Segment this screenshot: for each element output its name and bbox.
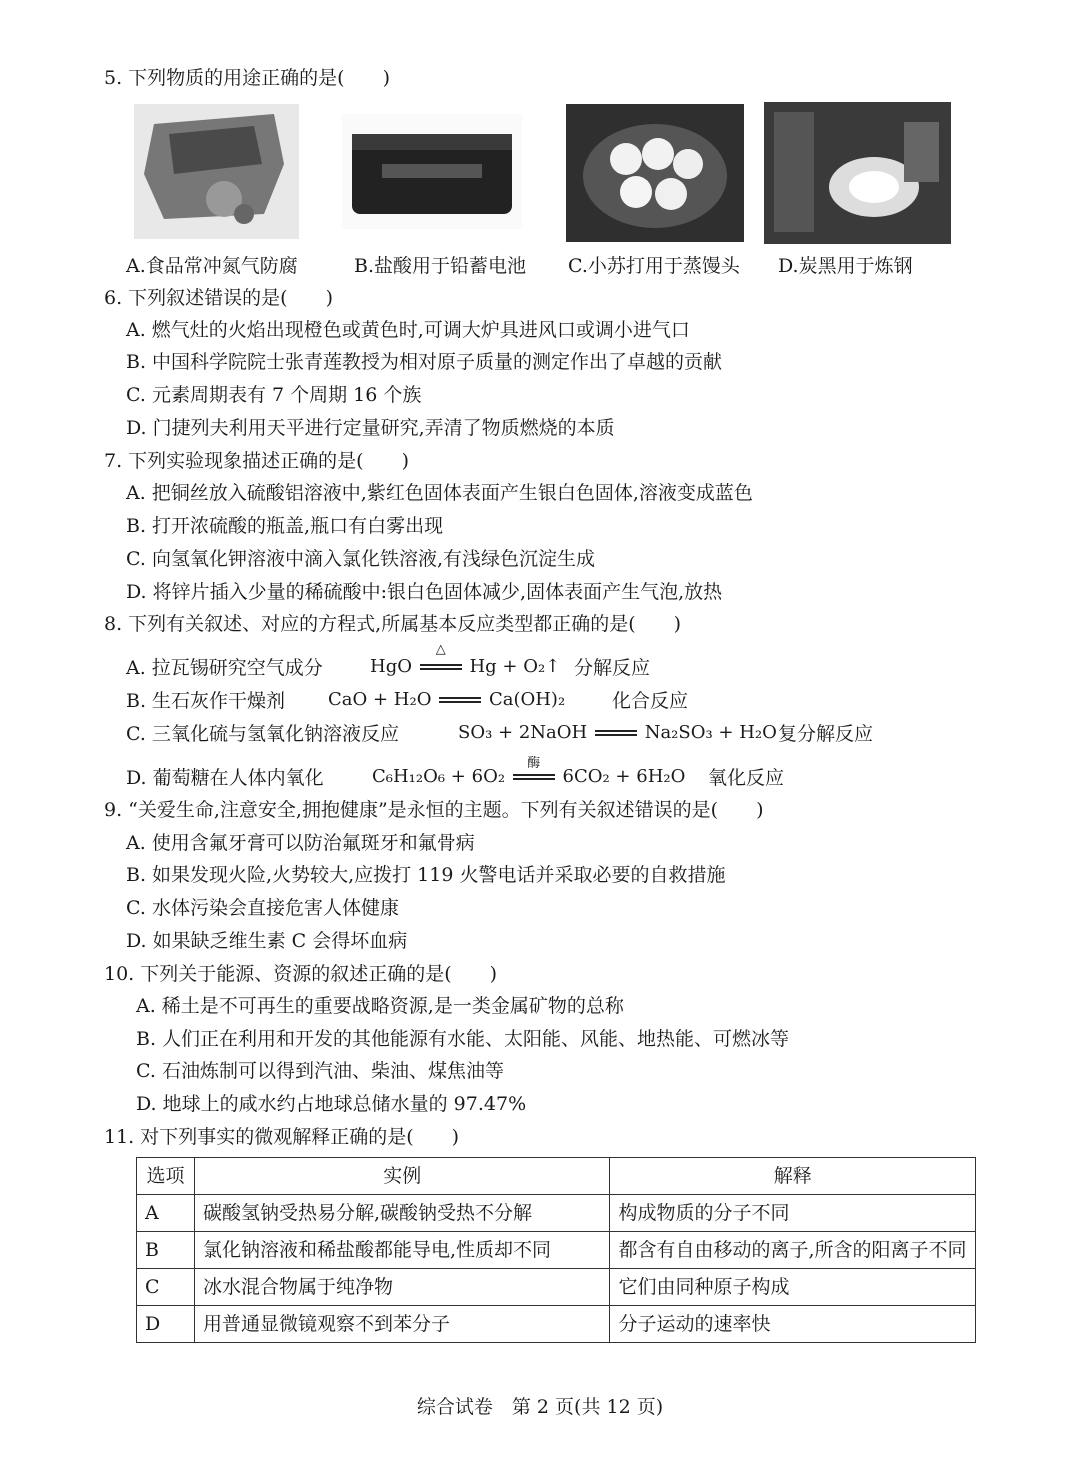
q8-b-label: B. 生石灰作干燥剂 xyxy=(126,690,286,712)
table-row xyxy=(137,1306,976,1343)
q5-option-d: D.炭黑用于炼钢 xyxy=(778,255,913,277)
q5-stem: 5. 下列物质的用途正确的是( ) xyxy=(104,67,390,89)
row-fact: 碳酸氢钠受热易分解,碳酸钠受热不分解 xyxy=(194,1195,609,1232)
q8-a-label: A. 拉瓦锡研究空气成分 xyxy=(126,657,323,679)
row-option: D xyxy=(137,1306,195,1343)
q9-option-b: B. 如果发现火险,火势较大,应拨打 119 火警电话并采取必要的自救措施 xyxy=(126,864,726,886)
q7-stem: 7. 下列实验现象描述正确的是( ) xyxy=(104,450,409,472)
q10-option-c: C. 石油炼制可以得到汽油、柴油、煤焦油等 xyxy=(136,1060,504,1082)
q8-d-condition: 酶 xyxy=(527,756,541,771)
q11-stem: 11. 对下列事实的微观解释正确的是( ) xyxy=(104,1126,460,1148)
q8-d-type: 氧化反应 xyxy=(708,767,785,789)
q8-option-b xyxy=(126,689,285,713)
q7-option-a: A. 把铜丝放入硫酸铝溶液中,紫红色固体表面产生银白色固体,溶液变成蓝色 xyxy=(126,482,753,504)
row-explanation: 分子运动的速率快 xyxy=(610,1306,976,1343)
q6-option-c: C. 元素周期表有 7 个周期 16 个族 xyxy=(126,384,422,406)
q8-a-type: 分解反应 xyxy=(574,657,651,679)
row-explanation: 它们由同种原子构成 xyxy=(610,1269,976,1306)
q8-d-lhs: C₆H₁₂O₆ + 6O₂ xyxy=(372,766,506,787)
q8-option-d xyxy=(126,766,324,790)
q8-b-equation xyxy=(328,689,565,710)
q8-d-label: D. 葡萄糖在人体内氧化 xyxy=(126,767,324,789)
equals-sign xyxy=(437,695,483,705)
q10-option-b: B. 人们正在利用和开发的其他能源有水能、太阳能、风能、地热能、可燃冰等 xyxy=(136,1028,790,1050)
q8-option-a xyxy=(126,656,323,680)
q8-d-equation xyxy=(372,756,686,787)
q6-option-b: B. 中国科学院院士张青莲教授为相对原子质量的测定作出了卓越的贡献 xyxy=(126,351,723,373)
header-fact: 实例 xyxy=(194,1158,609,1195)
battery-photo xyxy=(342,114,522,229)
steamed-buns-photo xyxy=(566,104,744,242)
row-option: B xyxy=(137,1232,195,1269)
row-fact: 冰水混合物属于纯净物 xyxy=(194,1269,609,1306)
q9-option-a: A. 使用含氟牙膏可以防治氟斑牙和氟骨病 xyxy=(126,832,475,854)
q5-option-a: A.食品常冲氮气防腐 xyxy=(126,255,298,277)
food-bag-photo xyxy=(134,104,299,239)
page-footer: 综合试卷 第 2 页(共 12 页) xyxy=(416,1396,664,1418)
q8-c-equation xyxy=(458,722,777,743)
q8-a-lhs: HgO xyxy=(370,656,412,677)
q5-option-b: B.盐酸用于铅蓄电池 xyxy=(354,255,527,277)
q6-option-a: A. 燃气灶的火焰出现橙色或黄色时,可调大炉具进风口或调小进气口 xyxy=(126,319,690,341)
q8-stem: 8. 下列有关叙述、对应的方程式,所属基本反应类型都正确的是( ) xyxy=(104,613,682,635)
row-fact: 氯化钠溶液和稀盐酸都能导电,性质却不同 xyxy=(194,1232,609,1269)
q8-option-c xyxy=(126,722,399,746)
q7-option-c: C. 向氢氧化钾溶液中滴入氯化铁溶液,有浅绿色沉淀生成 xyxy=(126,548,595,570)
q8-a-rhs: Hg + O₂↑ xyxy=(469,656,561,677)
q7-option-b: B. 打开浓硫酸的瓶盖,瓶口有白雾出现 xyxy=(126,515,444,537)
q9-option-c: C. 水体污染会直接危害人体健康 xyxy=(126,897,399,919)
q11-table xyxy=(136,1157,976,1343)
q8-c-label: C. 三氧化硫与氢氧化钠溶液反应 xyxy=(126,723,399,745)
header-option: 选项 xyxy=(137,1158,195,1195)
q10-option-a: A. 稀土是不可再生的重要战略资源,是一类金属矿物的总称 xyxy=(136,995,624,1017)
equals-sign xyxy=(593,728,639,738)
table-row xyxy=(137,1269,976,1306)
table-row xyxy=(137,1232,976,1269)
row-fact: 用普通显微镜观察不到苯分子 xyxy=(194,1306,609,1343)
q8-d-rhs: 6CO₂ + 6H₂O xyxy=(562,766,686,787)
row-explanation: 都含有自由移动的离子,所含的阳离子不同 xyxy=(610,1232,976,1269)
row-explanation: 构成物质的分子不同 xyxy=(610,1195,976,1232)
q8-a-condition: △ xyxy=(435,642,446,657)
q8-b-lhs: CaO + H₂O xyxy=(328,689,432,710)
q5-option-c: C.小苏打用于蒸馒头 xyxy=(568,255,740,277)
equals-sign xyxy=(418,642,464,672)
q6-option-d: D. 门捷列夫利用天平进行定量研究,弄清了物质燃烧的本质 xyxy=(126,417,615,439)
q9-option-d: D. 如果缺乏维生素 C 会得坏血病 xyxy=(126,930,408,952)
q6-stem: 6. 下列叙述错误的是( ) xyxy=(104,287,333,309)
q9-stem: 9. “关爱生命,注意安全,拥抱健康”是永恒的主题。下列有关叙述错误的是( ) xyxy=(104,799,764,821)
q8-c-type: 复分解反应 xyxy=(778,723,874,745)
q8-b-rhs: Ca(OH)₂ xyxy=(488,689,566,710)
row-option: C xyxy=(137,1269,195,1306)
table-row xyxy=(137,1195,976,1232)
q8-b-type: 化合反应 xyxy=(612,690,689,712)
q8-c-rhs: Na₂SO₃ + H₂O xyxy=(644,722,777,743)
q10-stem: 10. 下列关于能源、资源的叙述正确的是( ) xyxy=(104,963,498,985)
q10-option-d: D. 地球上的咸水约占地球总储水量的 97.47% xyxy=(136,1093,527,1115)
equals-sign xyxy=(511,756,557,782)
table-header-row xyxy=(137,1158,976,1195)
q5-photos xyxy=(134,102,954,247)
q8-c-lhs: SO₃ + 2NaOH xyxy=(458,722,588,743)
header-explanation: 解释 xyxy=(610,1158,976,1195)
q7-option-d: D. 将锌片插入少量的稀硫酸中:银白色固体减少,固体表面产生气泡,放热 xyxy=(126,581,723,603)
row-option: A xyxy=(137,1195,195,1232)
q8-a-equation xyxy=(370,642,561,677)
steelmaking-photo xyxy=(764,102,951,244)
